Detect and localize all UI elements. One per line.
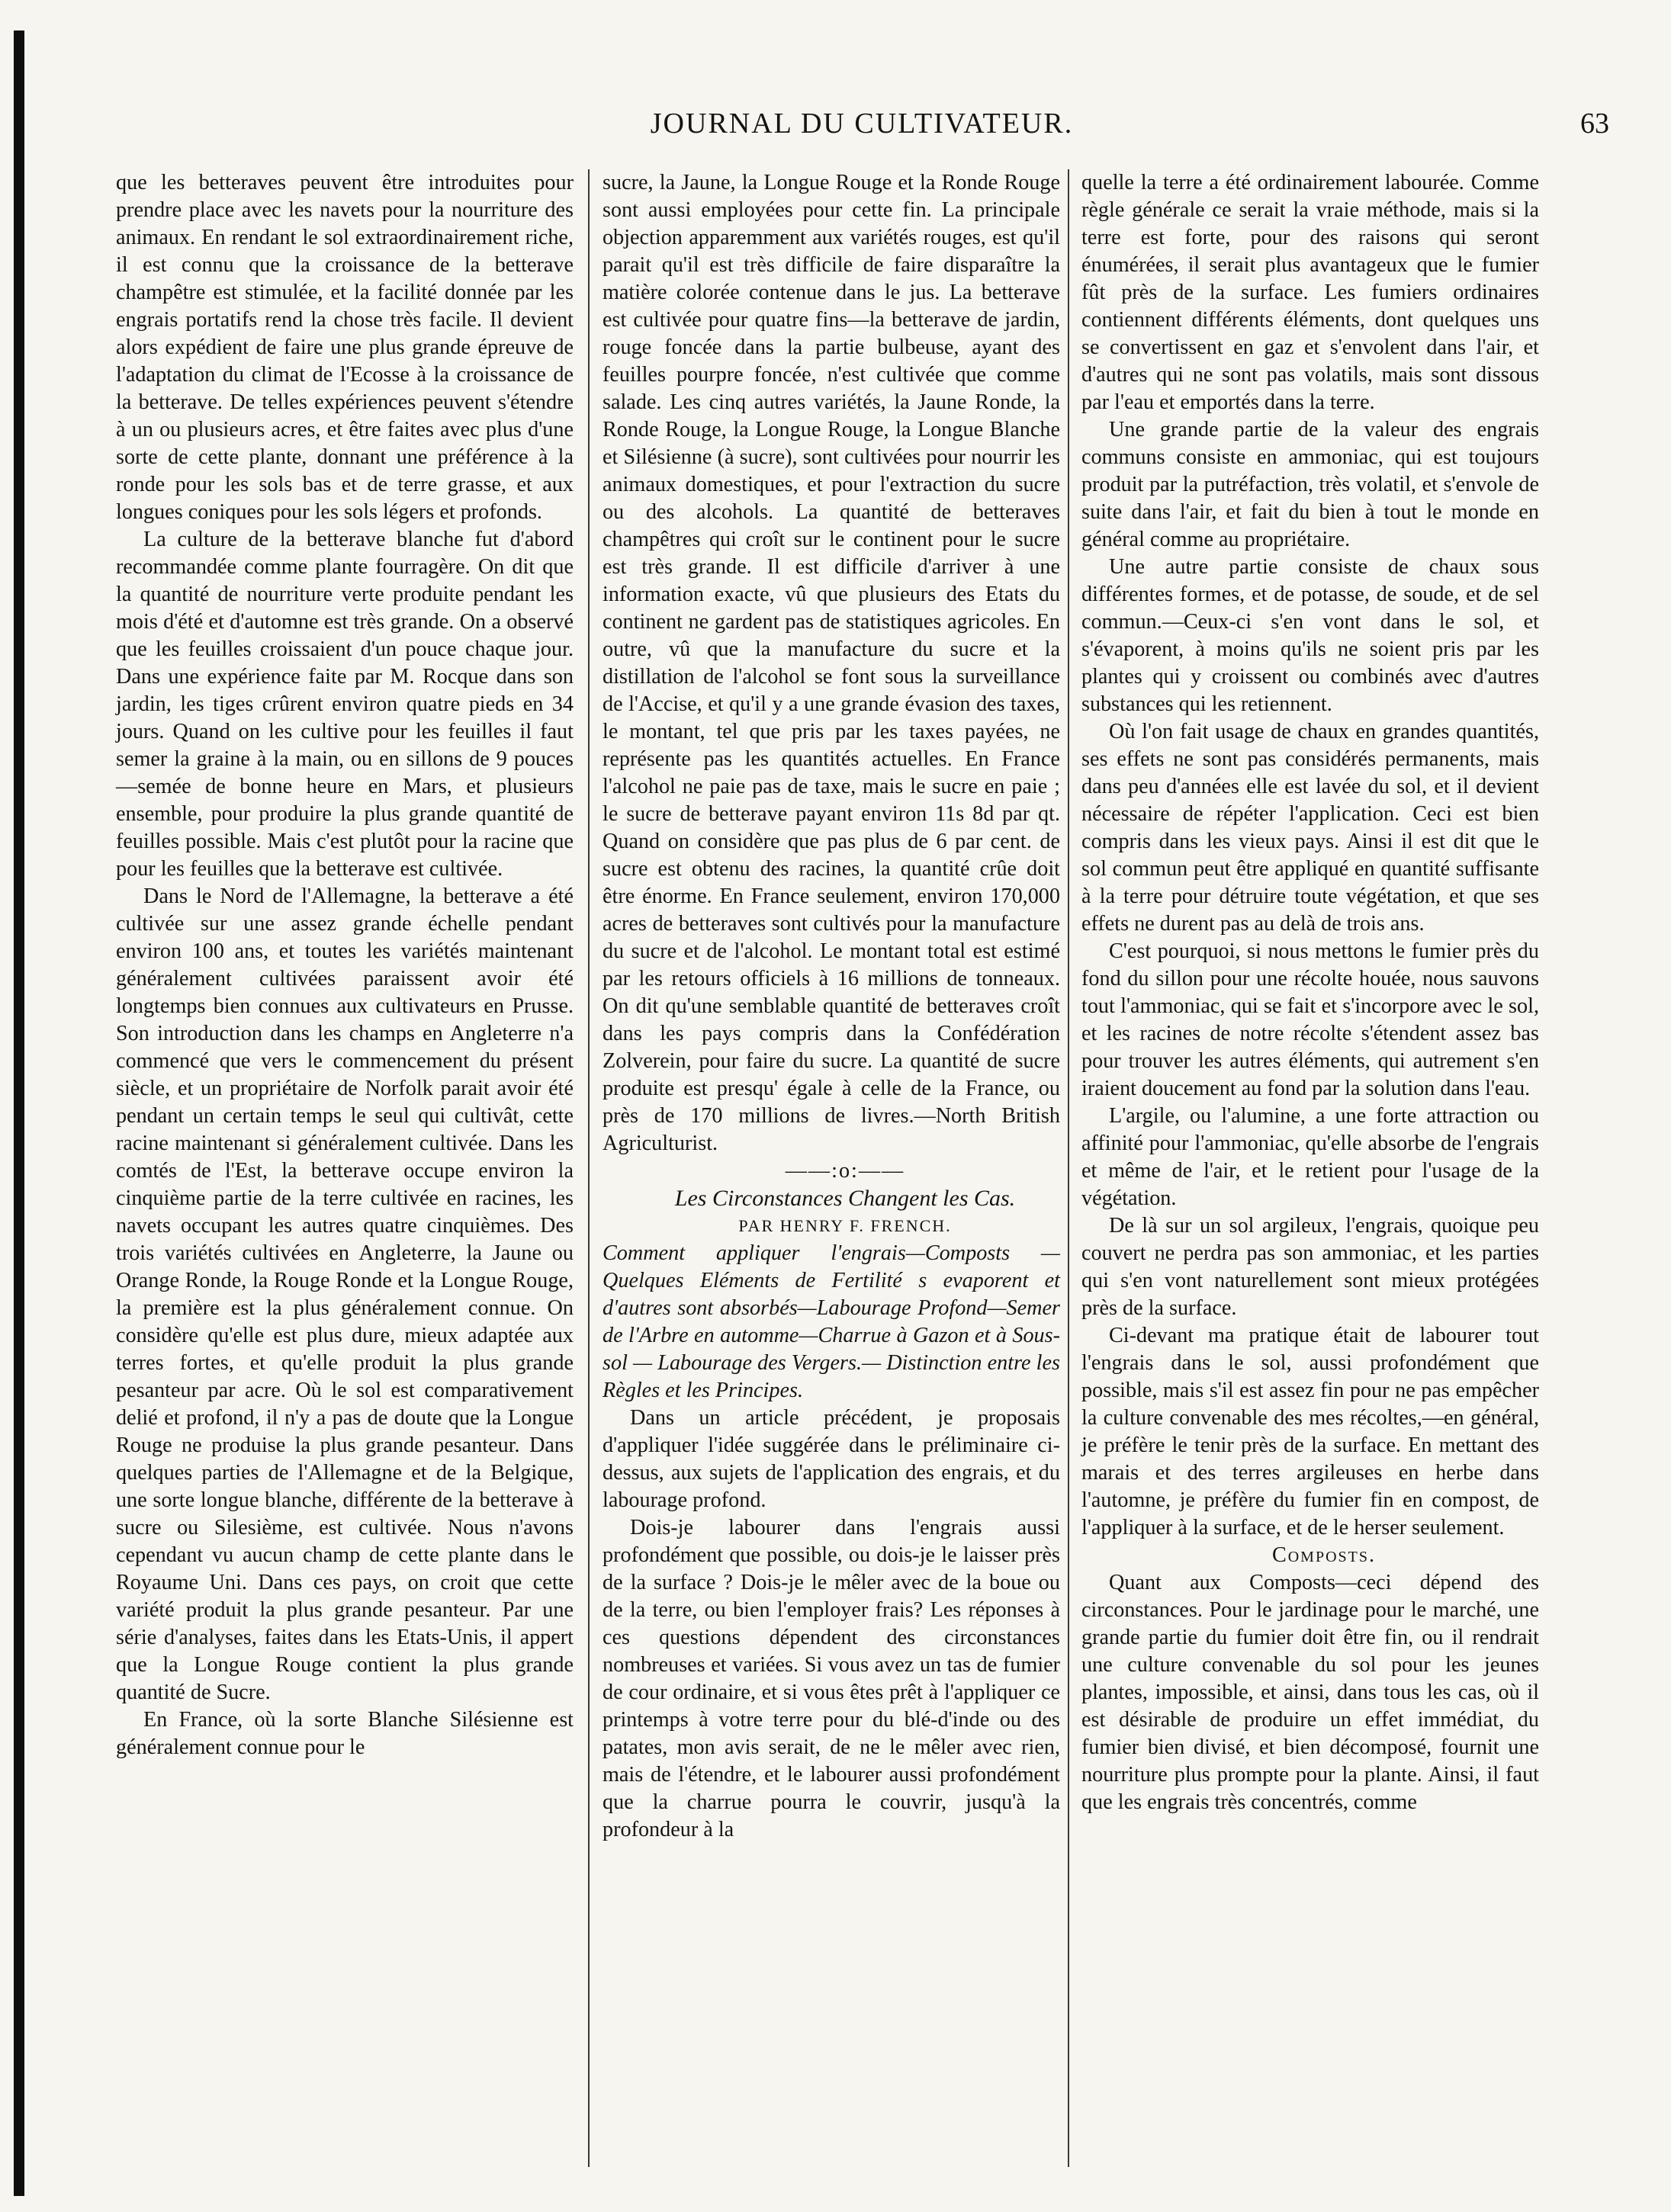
paragraph: L'argile, ou l'alumine, a une forte attraction ou affinité pour l'ammoniac, qu'elle absorbe de l'engrais et même de l'air, et le retient pour l'usage de la végétation. xyxy=(1081,1104,1539,1210)
paragraph: Une autre partie consiste de chaux sous différentes formes, et de potasse, de soude, et de sel commun.—Ceux-ci s'en vont dans le sol, et s'évaporent, à moins qu'ils ne soient pris par les plantes qui y croissent ou combinés avec d'autres substances qui les retiennent. xyxy=(1081,555,1539,716)
paragraph: Dans un article précédent, je proposais d'appliquer l'idée suggérée dans le préliminaire ci-dessus, aux sujets de l'application des engrais, et du labourage profond. xyxy=(603,1406,1060,1512)
paragraph: quelle la terre a été ordinairement labourée. Comme règle générale ce serait la vraie méthode, mais si la terre est forte, pour des raisons qui seront énumérées, il serait plus avantageux que le fumier fût près de la surface. Les fumiers ordinaires contiennent différents éléments, dont quelques uns se convertissent en gaz et s'envolent dans l'air, et d'autres qui ne sont pas volatils, mais sont dissous par l'eau et emportés dans la terre. xyxy=(1081,171,1539,414)
paragraph: En France, où la sorte Blanche Silésienne est généralement connue pour le xyxy=(116,1708,574,1759)
paragraph: La culture de la betterave blanche fut d'abord recommandée comme plante fourragère. On dit que la quantité de nourriture verte produite pendant les mois d'été et d'automne est très grande. On a observé que les feuilles croissaient d'un pouce chaque jour. Dans une expérience faite par M. Rocque dans son jardin, les tiges crûrent environ quatre pieds en 34 jours. Quand on les cultive pour les feuilles il faut semer la graine à la main, ou en sillons de 9 pouces —semée de bonne heure en Mars, et plusieurs ensemble, pour produire la plus grande quantité de feuilles possible. Mais c'est plutôt pour la racine que pour les feuilles que la betterave est cultivée. xyxy=(116,528,574,881)
paragraph: sucre, la Jaune, la Longue Rouge et la Ronde Rouge sont aussi employées pour cette fin. La principale objection apparemment aux variétés rouges, est qu'il parait qu'il est très difficile de faire disparaître la matière colorée contenue dans le jus. La betterave est cultivée pour quatre fins—la betterave de jardin, rouge foncée dans la partie bulbeuse, ayant des feuilles pourpre foncée, n'est cultivée que comme salade. Les cinq autres variétés, la Jaune Ronde, la Ronde Rouge, la Longue Rouge, la Longue Blanche et Silésienne (à sucre), sont cultivées pour nourrir les animaux domestiques, et pour l'extraction du sucre ou des alcohols. La quantité de betteraves champêtres qui croît sur le continent pour le sucre est très grande. Il est difficile d'arriver à une information exacte, vû que plusieurs des Etats du continent ne gardent pas de statistiques agricoles. En outre, vû que la manufacture du sucre et la distillation de l'alcohol se font sous la surveillance de l'Accise, et qu'il y a une grande évasion des taxes, le montant, tel que pris par les taxes payées, ne représente pas les quantités actuelles. En France l'alcohol ne paie pas de taxe, mais le sucre en paie ; le sucre de betterave payant environ 11s 8d par qt. Quand on considère que pas plus de 6 par cent. de sucre est obtenu des racines, la quantité crûe doit être énorme. En France seulement, environ 170,000 acres de betteraves sont cultivés pour la manufacture du sucre et de l'alcohol. Le montant total est estimé par les retours officiels à 16 millions de tonneaux. On dit qu'une semblable quantité de betteraves croît dans les pays compris dans la Confédération Zolverein, pour faire du sucre. La quantité de sucre produite est presqu' égale à celle de la France, ou près de 170 millions de livres.—North British Agriculturist. xyxy=(603,171,1060,1155)
binding-edge xyxy=(14,30,24,2196)
paragraph: Dois-je labourer dans l'engrais aussi profondément que possible, ou dois-je le laisser près de la surface ? Dois-je le mêler avec de la boue ou de la terre, ou bien l'employer frais? Les réponses à ces questions dépendent des circonstances nombreuses et variées. Si vous avez un tas de fumier de cour ordinaire, et si vous êtes prêt à l'appliquer ce printemps à votre terre pour du blé-d'inde ou des patates, mon avis serait, de ne le mêler avec rien, mais de l'étendre, et le labourer aussi profondément que la charrue pourra le couvrir, jusqu'à la profondeur à la xyxy=(603,1516,1060,1841)
column-1 xyxy=(116,169,574,1761)
article-summary: Comment appliquer l'engrais—Composts —Quelques Eléments de Fertilité s evaporent et d'autres sont absorbés—Labourage Profond—Semer de l'Arbre en automme—Charrue à Gazon et à Sous-sol — Labourage des Vergers.— Distinction entre les Règles et les Principes. xyxy=(603,1241,1060,1402)
paragraph: De là sur un sol argileux, l'engrais, quoique peu couvert ne perdra pas son ammoniac, et les parties qui s'en vont naturellement sont mieux protégées près de la surface. xyxy=(1081,1214,1539,1320)
section-heading: Composts. xyxy=(1271,1543,1377,1567)
paragraph: Quant aux Composts—ceci dépend des circonstances. Pour le jardinage pour le marché, une grande partie du fumier doit être fin, ou il rendrait une culture convenable du sol pour les jeunes plantes, impossible, et ainsi, dans tous les cas, où il est désirable de produire un effet immédiat, du fumier bien divisé, et bien décomposé, fournit une nourriture plus prompte pour la plante. Ainsi, il faut que les engrais très concentrés, comme xyxy=(1081,1571,1539,1814)
paragraph: que les betteraves peuvent être introduites pour prendre place avec les navets pour la nourriture des animaux. En rendant le sol extraordinairement riche, il est connu que la croissance de la betterave champêtre est stimulée, et la facilité donnée par les engrais portatifs rend la chose très facile. Il devient alors expédient de faire une plus grande épreuve de l'adaptation du climat de l'Ecosse à la croissance de la betterave. De telles expériences peuvent s'étendre à un ou plusieurs acres, et être faites avec plus d'une sorte de cette plante, donnant une préférence à la ronde pour les sols bas et de terre grasse, et aux longues coniques pour les sols légers et profonds. xyxy=(116,171,574,524)
article-byline: PAR HENRY F. FRENCH. xyxy=(738,1216,952,1235)
paragraph: Dans le Nord de l'Allemagne, la betterave a été cultivée sur une assez grande échelle pendant environ 100 ans, et toutes les variétés maintenant généralement cultivées paraissent avoir été longtemps bien connues aux cultivateurs en Prusse. Son introduction dans les champs en Angleterre n'a commencé que vers le commencement du présent siècle, et un propriétaire de Norfolk parait avoir été pendant un certain temps le seul qui cultivât, cette racine maintenant si généralement cultivée. Dans les comtés de l'Est, la betterave occupe environ la cinquième partie de la terre cultivée en racines, les navets occupant les autres quatre cinquièmes. Des trois variétés cultivées en Angleterre, la Jaune ou Orange Ronde, la Rouge Ronde et la Longue Rouge, la première est la plus généralement connue. On considère qu'elle est plus dure, mieux adaptée aux terres fortes, et qu'elle produit la plus grande pesanteur par acre. Où le sol est comparativement delié et profond, il n'y a pas de doute que la Longue Rouge ne produise la plus grande pesanteur. Dans quelques parties de l'Allemagne et de la Belgique, une sorte longue blanche, différente de la betterave à sucre ou Silesième, est cultivée. Nous n'avons cependant vu aucun champ de cette plante dans le Royaume Uni. Dans ces pays, on croit que cette variété produit la plus grande pesanteur. Par une série d'analyses, faites dans les Etats-Unis, il appert que la Longue Rouge contient la plus grande quantité de Sucre. xyxy=(116,884,574,1704)
paragraph: Ci-devant ma pratique était de labourer tout l'engrais dans le sol, aussi profondément que possible, mais s'il est assez fin pour ne pas empêcher la culture convenable des mes récoltes,—en général, je préfère le tenir près de la surface. En mettant des marais et des terres argileuses en herbe dans l'automne, je préfère du fumier fin en compost, de l'appliquer à la surface, et de le herser seulement. xyxy=(1081,1324,1539,1539)
column-2 xyxy=(603,169,1060,1844)
running-title: JOURNAL DU CULTIVATEUR. xyxy=(650,108,1074,140)
paragraph: Une grande partie de la valeur des engrais communs consiste en ammoniac, qui est toujours produit par la putréfaction, très volatil, et s'envole de suite dans l'air, et fait du bien à tout le monde en général comme au propriétaire. xyxy=(1081,418,1539,551)
paragraph: Où l'on fait usage de chaux en grandes quantités, ses effets ne sont pas considérés permanents, mais dans peu d'années elle est lavée du sol, et il devient nécessaire de répéter l'application. Ceci est bien compris dans les vieux pays. Ainsi il est dit que le sol commun peut être appliqué en quantité suffisante à la terre pour détruire toute végétation, et que ses effets ne durent pas au delà de trois ans. xyxy=(1081,720,1539,936)
section-ornament: ——:o:—— xyxy=(785,1159,905,1183)
column-rule xyxy=(588,169,590,2167)
column-3 xyxy=(1081,169,1539,1816)
page-header xyxy=(114,107,1609,152)
article-title: Les Circonstances Changent les Cas. xyxy=(674,1186,1016,1211)
column-rule xyxy=(1068,169,1069,2167)
paragraph: C'est pourquoi, si nous mettons le fumier près du fond du sillon pour une récolte houée, nous sauvons tout l'ammoniac, qui se fait et s'incorpore avec le sol, et les racines de notre récolte s'étendent assez bas pour trouver les autres éléments, qui autrement s'en iraient doucement au fond par la solution dans l'eau. xyxy=(1081,939,1539,1100)
page-number: 63 xyxy=(1580,108,1609,140)
